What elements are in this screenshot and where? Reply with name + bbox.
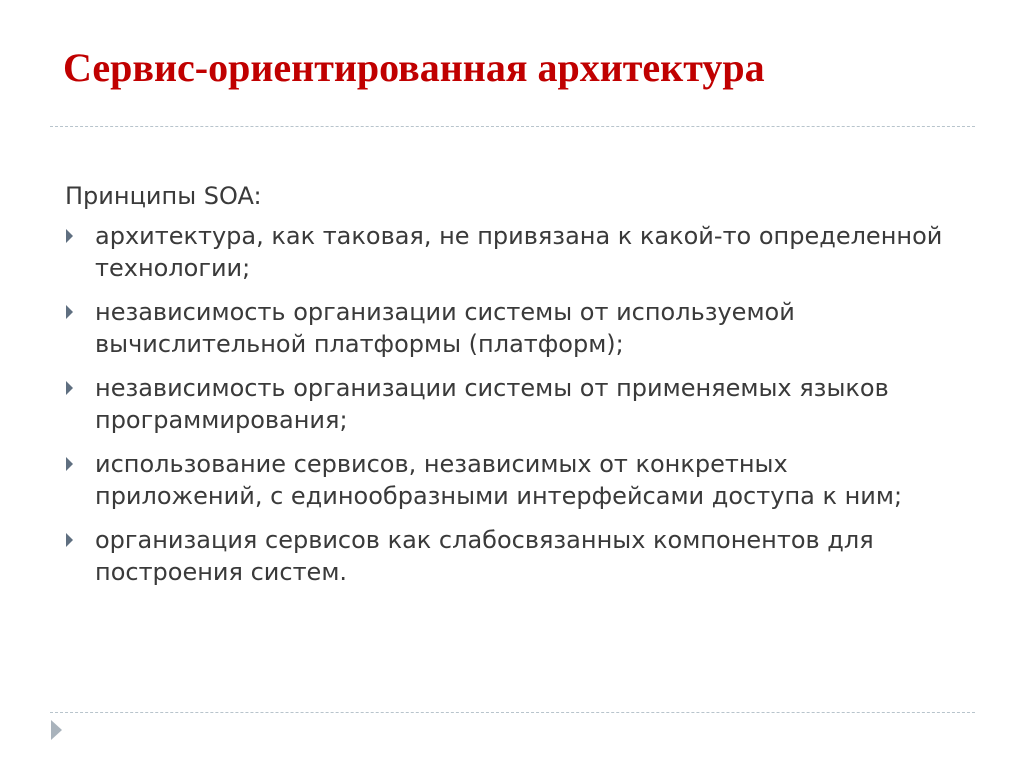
triangle-right-icon bbox=[65, 304, 75, 320]
bullet-item bbox=[65, 220, 945, 284]
bullet-item bbox=[65, 524, 945, 588]
triangle-right-icon bbox=[65, 456, 75, 472]
triangle-right-icon bbox=[65, 532, 75, 548]
bullet-item bbox=[65, 448, 945, 512]
bullet-text: независимость организации системы от применяемых языков программирования; bbox=[95, 374, 889, 434]
bullet-item bbox=[65, 372, 945, 436]
triangle-right-icon bbox=[65, 228, 75, 244]
title-divider bbox=[50, 126, 975, 127]
bullet-list bbox=[65, 220, 945, 588]
slide-content bbox=[65, 180, 945, 600]
triangle-right-icon bbox=[65, 380, 75, 396]
bullet-item bbox=[65, 296, 945, 360]
bullet-text: организация сервисов как слабосвязанных компонентов для построения систем. bbox=[95, 526, 874, 586]
slide-title: Сервис-ориентированная архитектура bbox=[63, 45, 765, 90]
bullet-text: использование сервисов, независимых от конкретных приложений, с единообразными интерфейсами доступа к ним; bbox=[95, 450, 903, 510]
next-slide-icon[interactable] bbox=[50, 719, 64, 741]
intro-text: Принципы SOA: bbox=[65, 182, 262, 210]
bullet-text: архитектура, как таковая, не привязана к какой-то определенной технологии; bbox=[95, 222, 943, 282]
footer-divider bbox=[50, 712, 975, 713]
bullet-text: независимость организации системы от используемой вычислительной платформы (платформ); bbox=[95, 298, 795, 358]
